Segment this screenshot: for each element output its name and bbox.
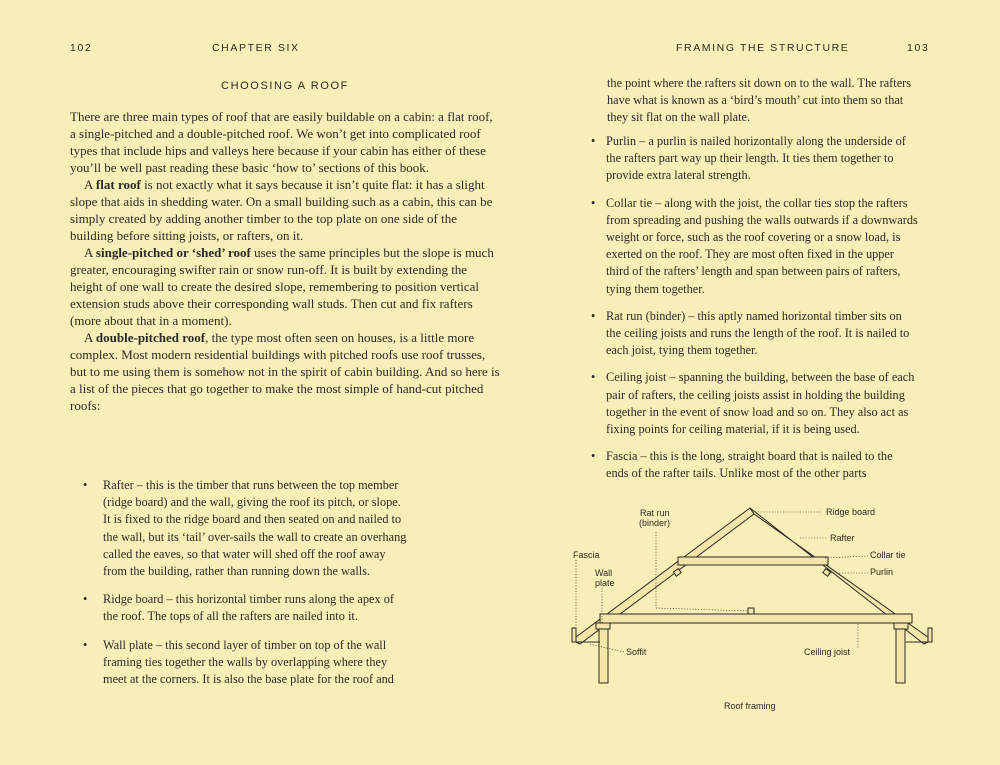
- list-item-ceiling-joist: • Ceiling joist – spanning the building, between the base of each pair of rafters, the ceiling joists assist in holding the building together in the event of snow load and so on. They also act as fixing points for ceiling material, if it is being used.: [573, 369, 918, 438]
- rat-run-block: [748, 608, 754, 614]
- right-continuation: the point where the rafters sit down on to the wall. The rafters have what is known as a ‘bird’s mouth’ cut into them so that they sit flat on the wall plate.: [607, 76, 912, 125]
- roof-framing-diagram: [560, 490, 950, 720]
- right-running-head: FRAMING THE STRUCTURE: [676, 42, 850, 54]
- label-rat-run-1: Rat run: [640, 508, 670, 518]
- paragraph-single-pitched: A single-pitched or ‘shed’ roof uses the same principles but the slope is much greater, encouraging swifter rain or snow run-off. It is built by extending the height of one wall to create the desired slope, remembering to position vertical extension studs above their corresponding wall studs. Then cut and fix rafters (more about that in a moment).: [70, 245, 494, 328]
- list-item-rafter: • Rafter – this is the timber that runs between the top member (ridge board) and the wall, giving the roof its pitch, or slope. It is fixed to the ridge board and then seated on and nailed to the wall, but its ‘tail’ over-sails the wall to create an overhang called the eaves, so that water will shed off the roof away from the building, rather than running down the walls.: [70, 477, 410, 580]
- right-wall-plate: [894, 623, 908, 629]
- list-item-collar-tie: • Collar tie – along with the joist, the collar ties stop the rafters from spreading and pushing the walls outwards if a downwards weight or force, such as the roof covering or a snow load, is exerted on the roof. They are most often fixed in the upper third of the rafters’ length and span between pairs of rafters, tying them together.: [573, 195, 918, 298]
- label-collar-tie: Collar tie: [870, 550, 906, 560]
- right-fascia: [928, 628, 932, 642]
- term-flat-roof: flat roof: [95, 177, 141, 192]
- list-item-purlin: • Purlin – a purlin is nailed horizontally along the underside of the rafters part way up their length. It ties them together to provide extra lateral strength.: [573, 133, 918, 185]
- diagram-caption: Roof framing: [724, 701, 776, 711]
- ceiling-joist: [600, 614, 912, 623]
- section-title: CHOOSING A ROOF: [221, 80, 349, 92]
- left-running-head: CHAPTER SIX: [212, 42, 300, 54]
- list-item-wall-plate: • Wall plate – this second layer of timber on top of the wall framing ties together the walls by overlapping where they meet at the corners. It is also the base plate for the roof and: [70, 637, 410, 689]
- list-item-rat-run: • Rat run (binder) – this aptly named horizontal timber sits on the ceiling joists and runs the length of the roof. It is nailed to each joist, tying them together.: [573, 308, 918, 360]
- label-wall-plate-1: Wall: [595, 568, 613, 578]
- left-wall-stud: [599, 629, 608, 683]
- list-item-ridge-board: • Ridge board – this horizontal timber runs along the apex of the roof. The tops of all the rafters are nailed into it.: [70, 591, 410, 625]
- paragraph-flat-roof: A flat roof is not exactly what it says because it isn’t quite flat: it has a slight slope that aids in shedding water. On a small building such as a cabin, this can be simply created by adding another timber to the top plate on one side of the building before sitting joists, or rafters, on it.: [70, 177, 493, 243]
- left-bullet-list: [70, 477, 410, 688]
- paragraph-double-pitched: A double-pitched roof, the type most often seen on houses, is a little more complex. Most modern residential buildings with pitched roofs use roof trusses, but to me using them is somehow not in the spirit of cabin building. And so here is a list of the pieces that go together to make the most simple of hand-cut pitched roofs:: [70, 330, 500, 413]
- label-wall-plate-2: plate: [595, 578, 615, 588]
- label-soffit: Soffit: [626, 647, 647, 657]
- left-wall-plate: [596, 623, 610, 629]
- label-purlin: Purlin: [870, 567, 894, 577]
- label-fascia: Fascia: [573, 550, 600, 560]
- collar-tie: [678, 557, 828, 565]
- leader-rat-run-2: [656, 608, 748, 611]
- right-bullet-list: [573, 133, 918, 483]
- label-ceiling-joist: Ceiling joist: [804, 647, 851, 657]
- term-single-pitched: single-pitched or ‘shed’ roof: [95, 245, 251, 260]
- label-ridge-board: Ridge board: [826, 507, 876, 517]
- left-page-number: 102: [70, 42, 93, 54]
- leader-collar-tie: [825, 556, 868, 558]
- label-rat-run-2: (binder): [639, 518, 671, 528]
- list-item-fascia: • Fascia – this is the long, straight board that is nailed to the ends of the rafter tails. Unlike most of the other parts: [573, 448, 918, 482]
- left-fascia: [572, 628, 576, 642]
- right-page-number: 103: [907, 42, 930, 54]
- label-rafter: Rafter: [830, 533, 855, 543]
- paragraph-intro: There are three main types of roof that are easily buildable on a cabin: a flat roof, a single-pitched and a double-pitched roof. We won’t get into complicated roof types that include hips and valleys here because if your cabin has either of these you’ll be well past reading these basic ‘how to’ sections of this book.: [70, 109, 493, 175]
- left-body-text: [70, 108, 500, 414]
- right-wall-stud: [896, 629, 905, 683]
- term-double-pitched: double-pitched roof: [95, 330, 206, 345]
